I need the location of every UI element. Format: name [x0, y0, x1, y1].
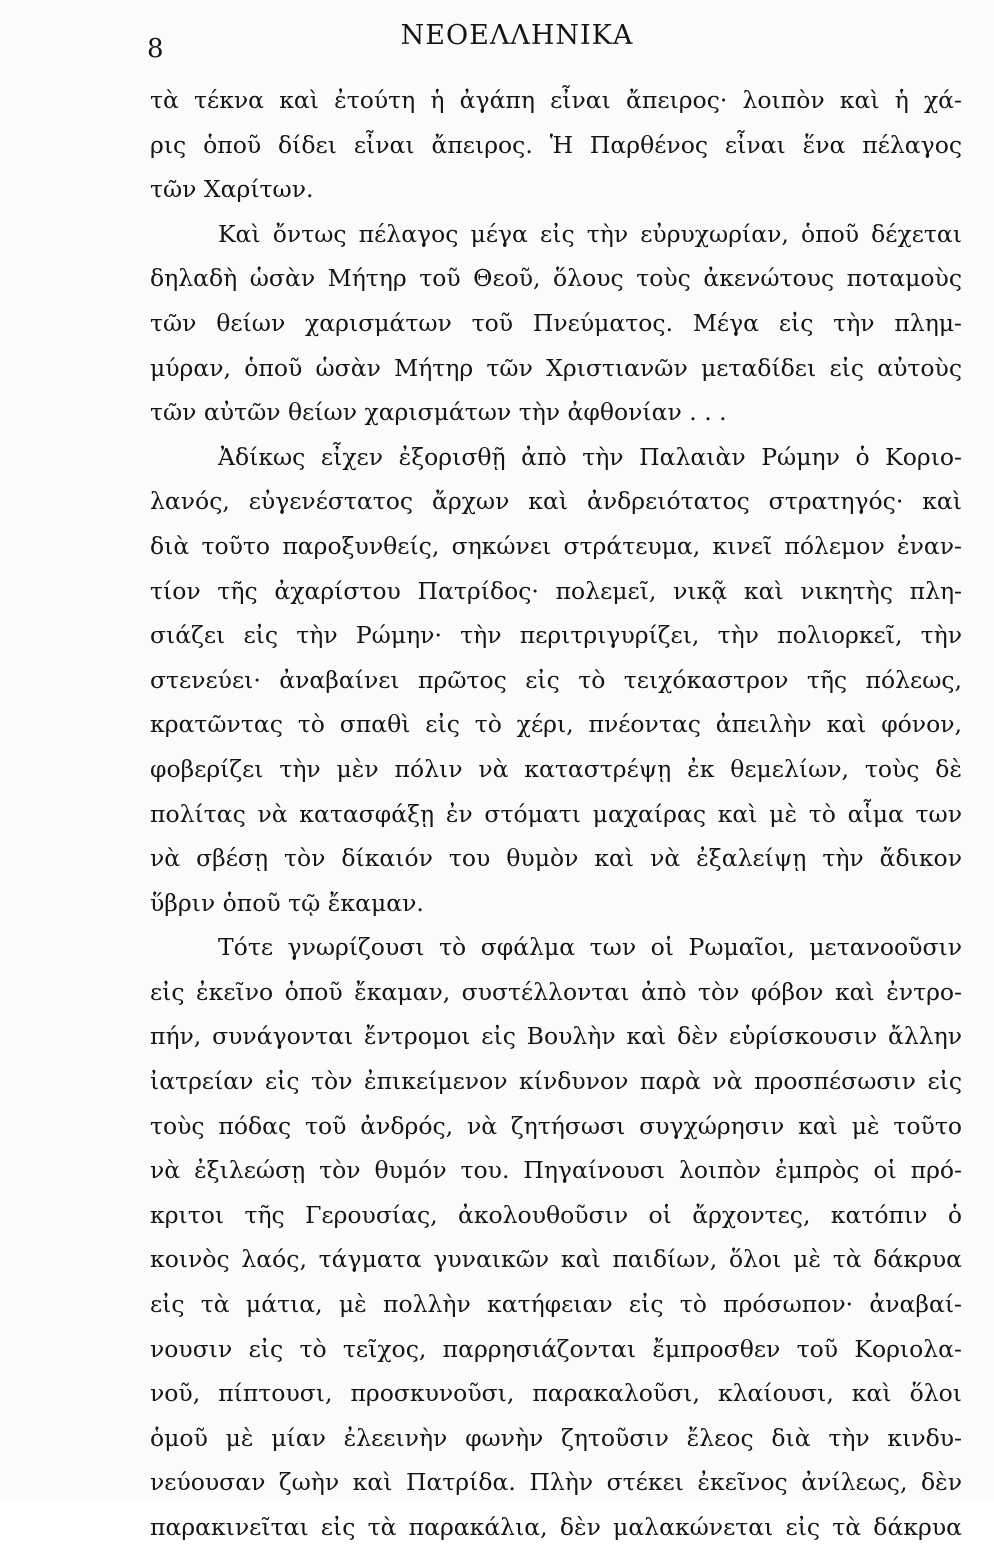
text-line: φοβερίζει τὴν μὲν πόλιν νὰ καταστρέψῃ ἐκ θεμελίων, τοὺς δὲ — [150, 754, 962, 783]
text-line: τῶν Χαρίτων. — [150, 175, 314, 204]
text-line: κρατῶντας τὸ σπαθὶ εἰς τὸ χέρι, πνέοντας ἀπειλὴν καὶ φόνον, — [150, 710, 962, 739]
text-line: τίον τῆς ἀχαρίστου Πατρίδος· πολεμεῖ, νικᾷ καὶ νικητὴς πλη- — [150, 576, 962, 605]
text-line: τῶν αὐτῶν θείων χαρισμάτων τὴν ἀφθονίαν . . . — [150, 398, 727, 427]
text-line: πήν, συνάγονται ἔντρομοι εἰς Βουλὴν καὶ δὲν εὑρίσκουσιν ἄλλην — [150, 1022, 962, 1051]
text-line: τοὺς πόδας τοῦ ἀνδρός, νὰ ζητήσωσι συγχώρησιν καὶ μὲ τοῦτο — [150, 1111, 962, 1140]
text-line: εἰς τὰ μάτια, μὲ πολλὴν κατήφειαν εἰς τὸ πρόσωπον· ἀναβαί- — [150, 1290, 962, 1319]
text-line: εἰς ἐκεῖνο ὁποῦ ἔκαμαν, συστέλλονται ἀπὸ τὸν φόβον καὶ ἐντρο- — [150, 977, 962, 1006]
body-text — [150, 78, 962, 1550]
text-line: διὰ τοῦτο παροξυνθείς, σηκώνει στράτευμα, κινεῖ πόλεμον ἐναν- — [150, 531, 962, 560]
text-line: ὕβριν ὁποῦ τῷ ἔκαμαν. — [150, 888, 424, 917]
text-line: νὰ ἐξιλεώσῃ τὸν θυμόν του. Πηγαίνουσι λοιπὸν ἐμπρὸς οἱ πρό- — [150, 1156, 962, 1185]
text-line: ἰατρείαν εἰς τὸν ἐπικείμενον κίνδυνον παρὰ νὰ προσπέσωσιν εἰς — [150, 1067, 962, 1096]
text-line: ρις ὁποῦ δίδει εἶναι ἄπειρος. Ἡ Παρθένος εἶναι ἕνα πέλαγος — [150, 130, 962, 159]
text-line: Τότε γνωρίζουσι τὸ σφάλμα των οἱ Ρωμαῖοι, μετανοοῦσιν — [218, 933, 962, 962]
text-line: παρακινεῖται εἰς τὰ παρακάλια, δὲν μαλακώνεται εἰς τὰ δάκρυα — [150, 1513, 962, 1541]
text-line: τῶν θείων χαρισμάτων τοῦ Πνεύματος. Μέγα εἰς τὴν πλημ- — [150, 308, 962, 337]
text-line: ὁμοῦ μὲ μίαν ἐλεεινὴν φωνὴν ζητοῦσιν ἔλεος διὰ τὴν κινδυ- — [150, 1423, 962, 1452]
text-line: μύραν, ὁποῦ ὡσὰν Μήτηρ τῶν Χριστιανῶν μεταδίδει εἰς αὐτοὺς — [150, 353, 962, 382]
text-line: νοῦ, πίπτουσι, προσκυνοῦσι, παρακαλοῦσι, κλαίουσι, καὶ ὅλοι — [150, 1379, 962, 1408]
text-line: νεύουσαν ζωὴν καὶ Πατρίδα. Πλὴν στέκει ἐκεῖνος ἀνίλεως, δὲν — [150, 1468, 962, 1497]
text-line: τὰ τέκνα καὶ ἐτούτη ἡ ἀγάπη εἶναι ἄπειρος· λοιπὸν καὶ ἡ χά- — [150, 86, 962, 114]
text-line: νὰ σβέσῃ τὸν δίκαιόν του θυμὸν καὶ νὰ ἐξαλείψῃ τὴν ἄδικον — [150, 844, 962, 873]
text-line: στενεύει· ἀναβαίνει πρῶτος εἰς τὸ τειχόκαστρον τῆς πόλεως, — [150, 665, 962, 694]
page-number: 8 — [147, 34, 164, 64]
running-head: ΝΕΟΕΛΛΗΝΙΚΑ — [400, 20, 634, 51]
text-line: σιάζει εἰς τὴν Ρώμην· τὴν περιτριγυρίζει, τὴν πολιορκεῖ, τὴν — [150, 621, 962, 650]
text-line: νουσιν εἰς τὸ τεῖχος, παρρησιάζονται ἔμπροσθεν τοῦ Κοριολα- — [150, 1334, 962, 1363]
text-line: Καὶ ὄντως πέλαγος μέγα εἰς τὴν εὐρυχωρίαν, ὁποῦ δέχεται — [218, 219, 962, 248]
text-line: δηλαδὴ ὡσὰν Μήτηρ τοῦ Θεοῦ, ὅλους τοὺς ἀκενώτους ποταμοὺς — [150, 264, 962, 293]
text-line: Ἀδίκως εἶχεν ἐξορισθῇ ἀπὸ τὴν Παλαιὰν Ρώμην ὁ Κοριο- — [218, 442, 962, 471]
text-line: κοινὸς λαός, τάγματα γυναικῶν καὶ παιδίων, ὅλοι μὲ τὰ δάκρυα — [150, 1245, 962, 1274]
text-line: λανός, εὐγενέστατος ἄρχων καὶ ἀνδρειότατος στρατηγός· καὶ — [150, 487, 962, 516]
text-line: κριτοι τῆς Γερουσίας, ἀκολουθοῦσιν οἱ ἄρχοντες, κατόπιν ὁ — [150, 1200, 962, 1229]
text-line: πολίτας νὰ κατασφάξῃ ἐν στόματι μαχαίρας καὶ μὲ τὸ αἷμα των — [150, 799, 962, 828]
